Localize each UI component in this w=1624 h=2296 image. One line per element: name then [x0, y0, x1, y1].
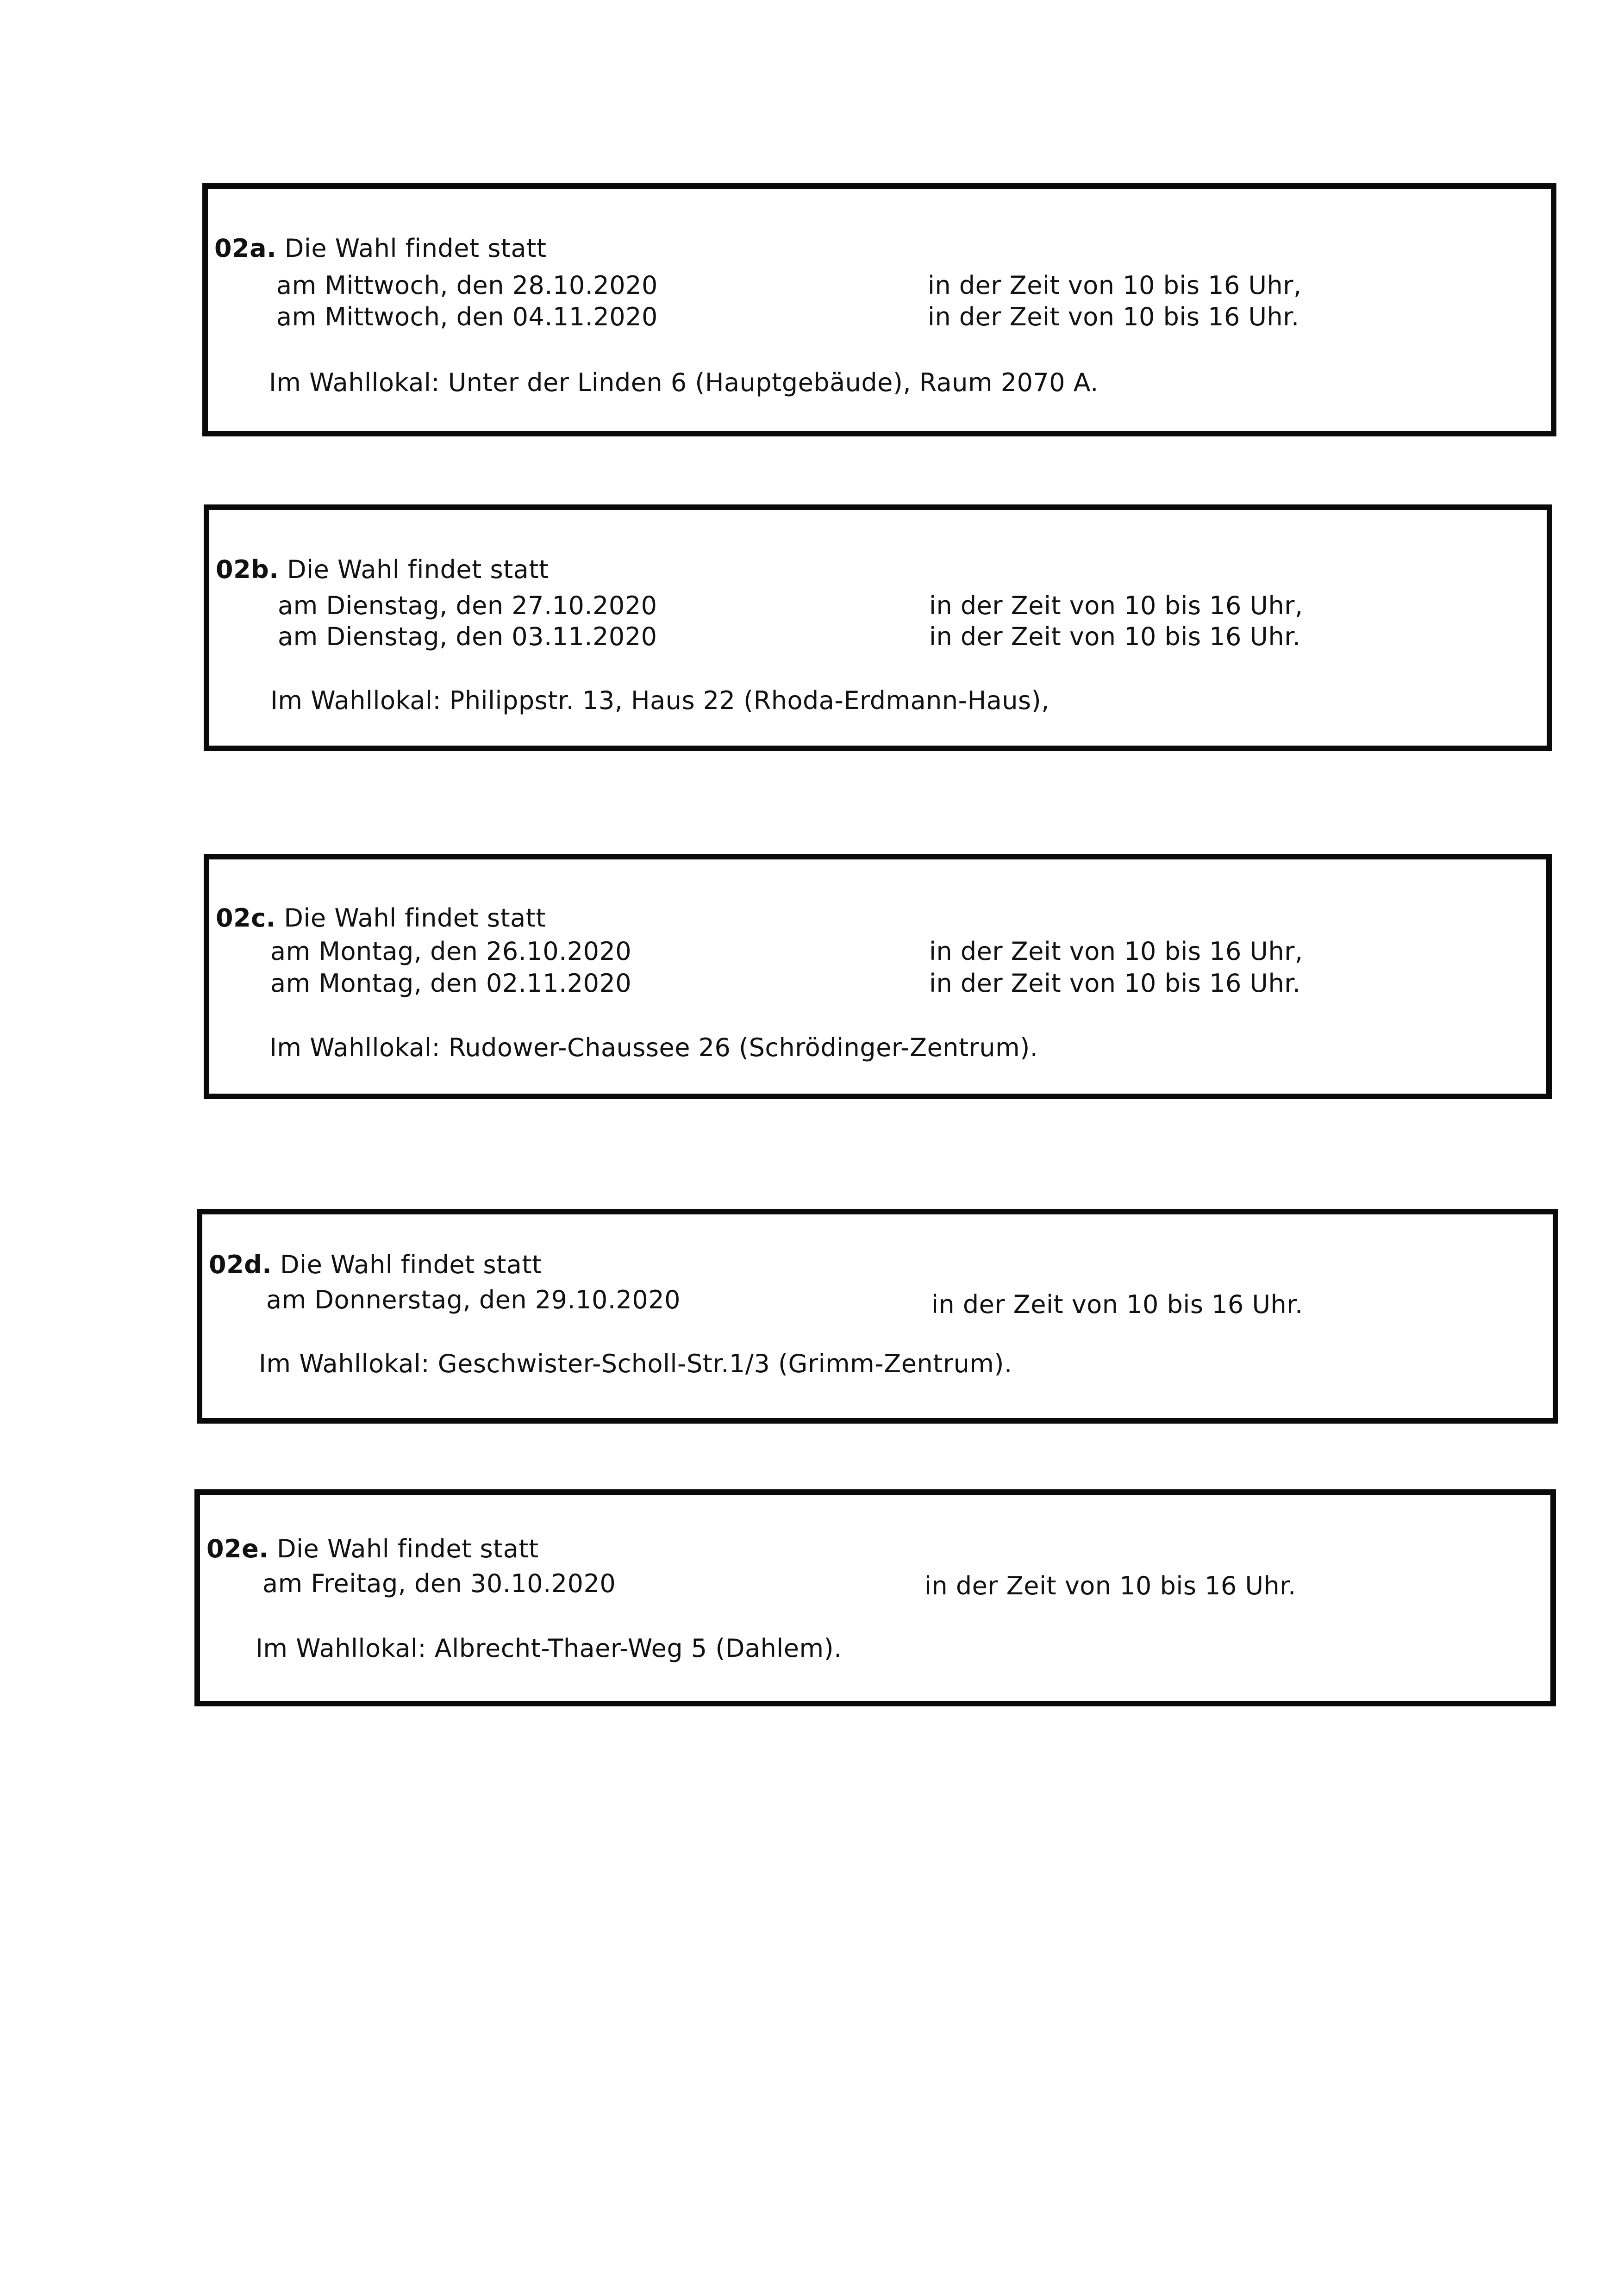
election-time: in der Zeit von 10 bis 16 Uhr.: [924, 1571, 1296, 1600]
election-time: in der Zeit von 10 bis 16 Uhr,: [928, 271, 1302, 300]
section-heading: [216, 557, 549, 582]
election-time: in der Zeit von 10 bis 16 Uhr.: [928, 302, 1299, 331]
polling-location: Im Wahllokal: Unter der Linden 6 (Hauptgebäude), Raum 2070 A.: [269, 368, 1099, 397]
section-code: 02a.: [214, 234, 277, 263]
election-time: in der Zeit von 10 bis 16 Uhr.: [929, 622, 1301, 651]
election-section-02d: [197, 1209, 1558, 1424]
election-date: am Montag, den 02.11.2020: [270, 969, 632, 998]
section-code: 02d.: [209, 1250, 272, 1279]
election-date: am Freitag, den 30.10.2020: [262, 1569, 616, 1598]
section-heading-text: Die Wahl findet statt: [287, 555, 549, 584]
section-heading-text: Die Wahl findet statt: [276, 1534, 539, 1563]
section-heading: [214, 236, 547, 261]
election-date: am Montag, den 26.10.2020: [270, 937, 632, 966]
election-time: in der Zeit von 10 bis 16 Uhr,: [929, 937, 1303, 966]
section-heading-text: Die Wahl findet statt: [284, 234, 547, 263]
election-time: in der Zeit von 10 bis 16 Uhr,: [929, 591, 1303, 620]
section-heading-text: Die Wahl findet statt: [284, 903, 546, 933]
election-date: am Dienstag, den 27.10.2020: [278, 591, 657, 620]
polling-location: Im Wahllokal: Rudower-Chaussee 26 (Schrödinger-Zentrum).: [269, 1033, 1038, 1062]
election-date: am Mittwoch, den 28.10.2020: [276, 271, 658, 300]
section-code: 02c.: [216, 903, 276, 933]
election-date: am Donnerstag, den 29.10.2020: [266, 1285, 681, 1314]
election-section-02b: [204, 504, 1552, 751]
polling-location: Im Wahllokal: Albrecht-Thaer-Weg 5 (Dahlem).: [256, 1634, 842, 1663]
polling-location: Im Wahllokal: Geschwister-Scholl-Str.1/3 (Grimm-Zentrum).: [259, 1349, 1012, 1378]
election-date: am Mittwoch, den 04.11.2020: [276, 302, 658, 331]
section-code: 02b.: [216, 555, 279, 584]
section-heading: [216, 903, 546, 933]
election-section-02a: [202, 183, 1556, 436]
polling-location: Im Wahllokal: Philippstr. 13, Haus 22 (Rhoda-Erdmann-Haus),: [270, 686, 1049, 715]
election-time: in der Zeit von 10 bis 16 Uhr.: [931, 1290, 1303, 1319]
election-time: in der Zeit von 10 bis 16 Uhr.: [929, 969, 1301, 998]
election-section-02e: [194, 1489, 1556, 1706]
section-heading-text: Die Wahl findet statt: [280, 1250, 542, 1279]
section-heading: [206, 1534, 539, 1563]
election-date: am Dienstag, den 03.11.2020: [278, 622, 657, 651]
election-section-02c: [204, 854, 1552, 1099]
section-heading: [209, 1252, 542, 1277]
section-code: 02e.: [206, 1534, 269, 1563]
